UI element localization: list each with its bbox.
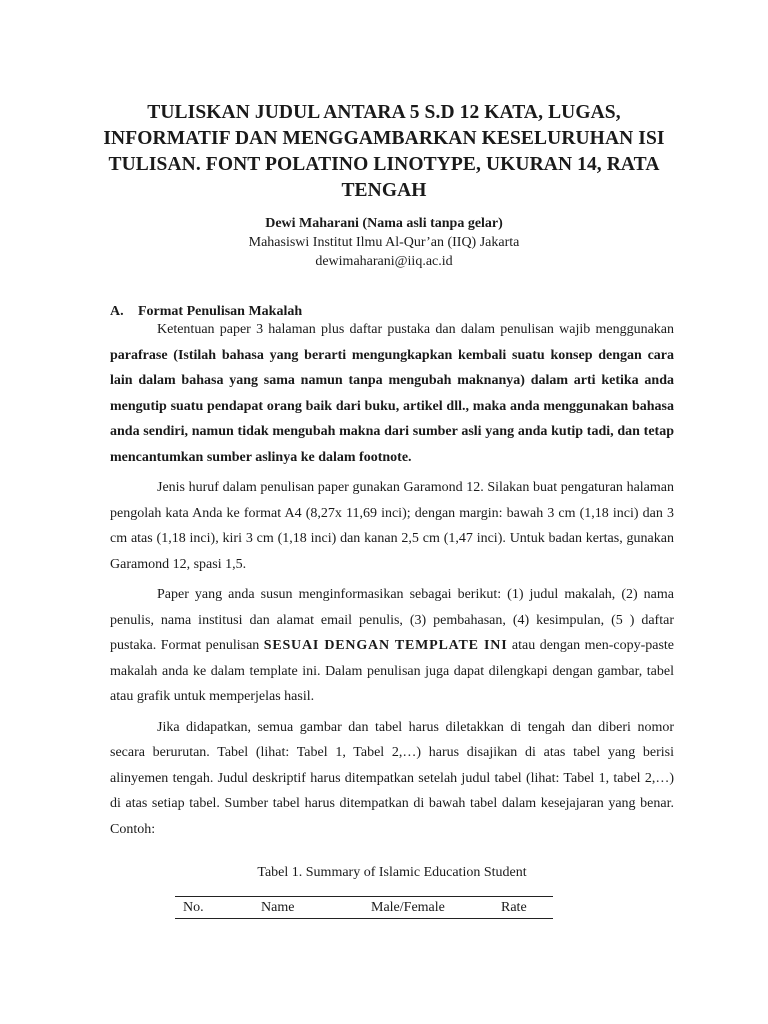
author-email: dewimaharani@iiq.ac.id: [315, 254, 453, 269]
paragraph-3-intro: Paper yang anda susun menginformasikan sebagai berikut: (1) judul makalah, (2) nama penulis, nama institusi dan alamat email penulis, (3) pembahasan, (4) kesimpulan, (5 ) daftar pustaka. Format penulisan: [110, 587, 674, 653]
paragraph-2: Jenis huruf dalam penulisan paper gunakan Garamond 12. Silakan buat pengaturan halaman pengolah kata Anda ke format A4 (8,27x 11,69 inci); dengan margin: bawah 3 cm (1,18 inci) dan 3 cm atas (1,18 inci), kiri 3 cm (1,18 inci) dan kanan 2,5 cm (1,47 inci). Untuk badan kertas, gunakan Garamond 12, spasi 1,5.: [110, 480, 674, 572]
author-block: [100, 214, 668, 271]
table-header-gender: Male/Female: [371, 900, 445, 915]
paragraph-4: Jika didapatkan, semua gambar dan tabel harus diletakkan di tengah dan diberi nomor secara berurutan. Tabel (lihat: Tabel 1, Tabel 2,…) harus disajikan di atas tabel yang berisi alinyemen tengah. Judul deskriptif harus ditempatkan setelah judul tabel (lihat: Tabel 1, tabel 2,…) di atas setiap tabel. Sumber tabel harus ditempatkan di bawah tabel dalam kesejajaran yang benar. Contoh:: [110, 719, 674, 837]
paragraph-1: [110, 317, 674, 470]
paragraph-1-intro: Ketentuan paper 3 halaman plus daftar pustaka dan dalam penulisan wajib menggunakan: [157, 322, 674, 337]
paper-title: TULISKAN JUDUL ANTARA 5 S.D 12 KATA, LUGAS, INFORMATIF DAN MENGGAMBARKAN KESELURUHAN ISI TULISAN. FONT POLATINO LINOTYPE, UKURAN 14, RATA TENGAH: [103, 102, 665, 201]
author-affiliation: Mahasiswi Institut Ilmu Al-Qur’an (IIQ) Jakarta: [248, 235, 520, 250]
paragraph-3-emphasis: SESUAI DENGAN TEMPLATE INI: [263, 638, 508, 653]
table-header-no: No.: [183, 900, 204, 915]
paragraph-3-rest: atau dengan men-copy-paste makalah anda ke dalam template ini. Dalam penulisan juga dapat dilengkapi dengan gambar, tabel atau grafik untuk memperjelas hasil.: [110, 638, 675, 704]
body-text: [110, 317, 674, 847]
section-title: Format Penulisan Makalah: [138, 304, 303, 319]
table-header-name: Name: [261, 900, 295, 915]
table-caption: Tabel 1. Summary of Islamic Education Student: [257, 865, 527, 880]
paragraph-3: [110, 582, 674, 710]
paragraph-1-bold-definition: parafrase (Istilah bahasa yang berarti mengungkapkan kembali suatu konsep dengan cara lain dalam bahasa yang sama namun tanpa mengubah maknanya): [110, 347, 674, 388]
paragraph-1-bold-rest: dalam arti ketika anda mengutip suatu pendapat orang baik dari buku, artikel dll., maka anda menggunakan bahasa anda sendiri, namun tidak mengubah makna dari sumber asli yang anda kutip tadi, dan tetap mencantumkan sumber aslinya ke dalam footnote.: [110, 373, 675, 465]
section-number: A.: [110, 304, 124, 319]
summary-table: [175, 896, 553, 919]
author-name: Dewi Maharani (Nama asli tanpa gelar): [265, 216, 503, 231]
table-header-rate: Rate: [501, 900, 527, 915]
